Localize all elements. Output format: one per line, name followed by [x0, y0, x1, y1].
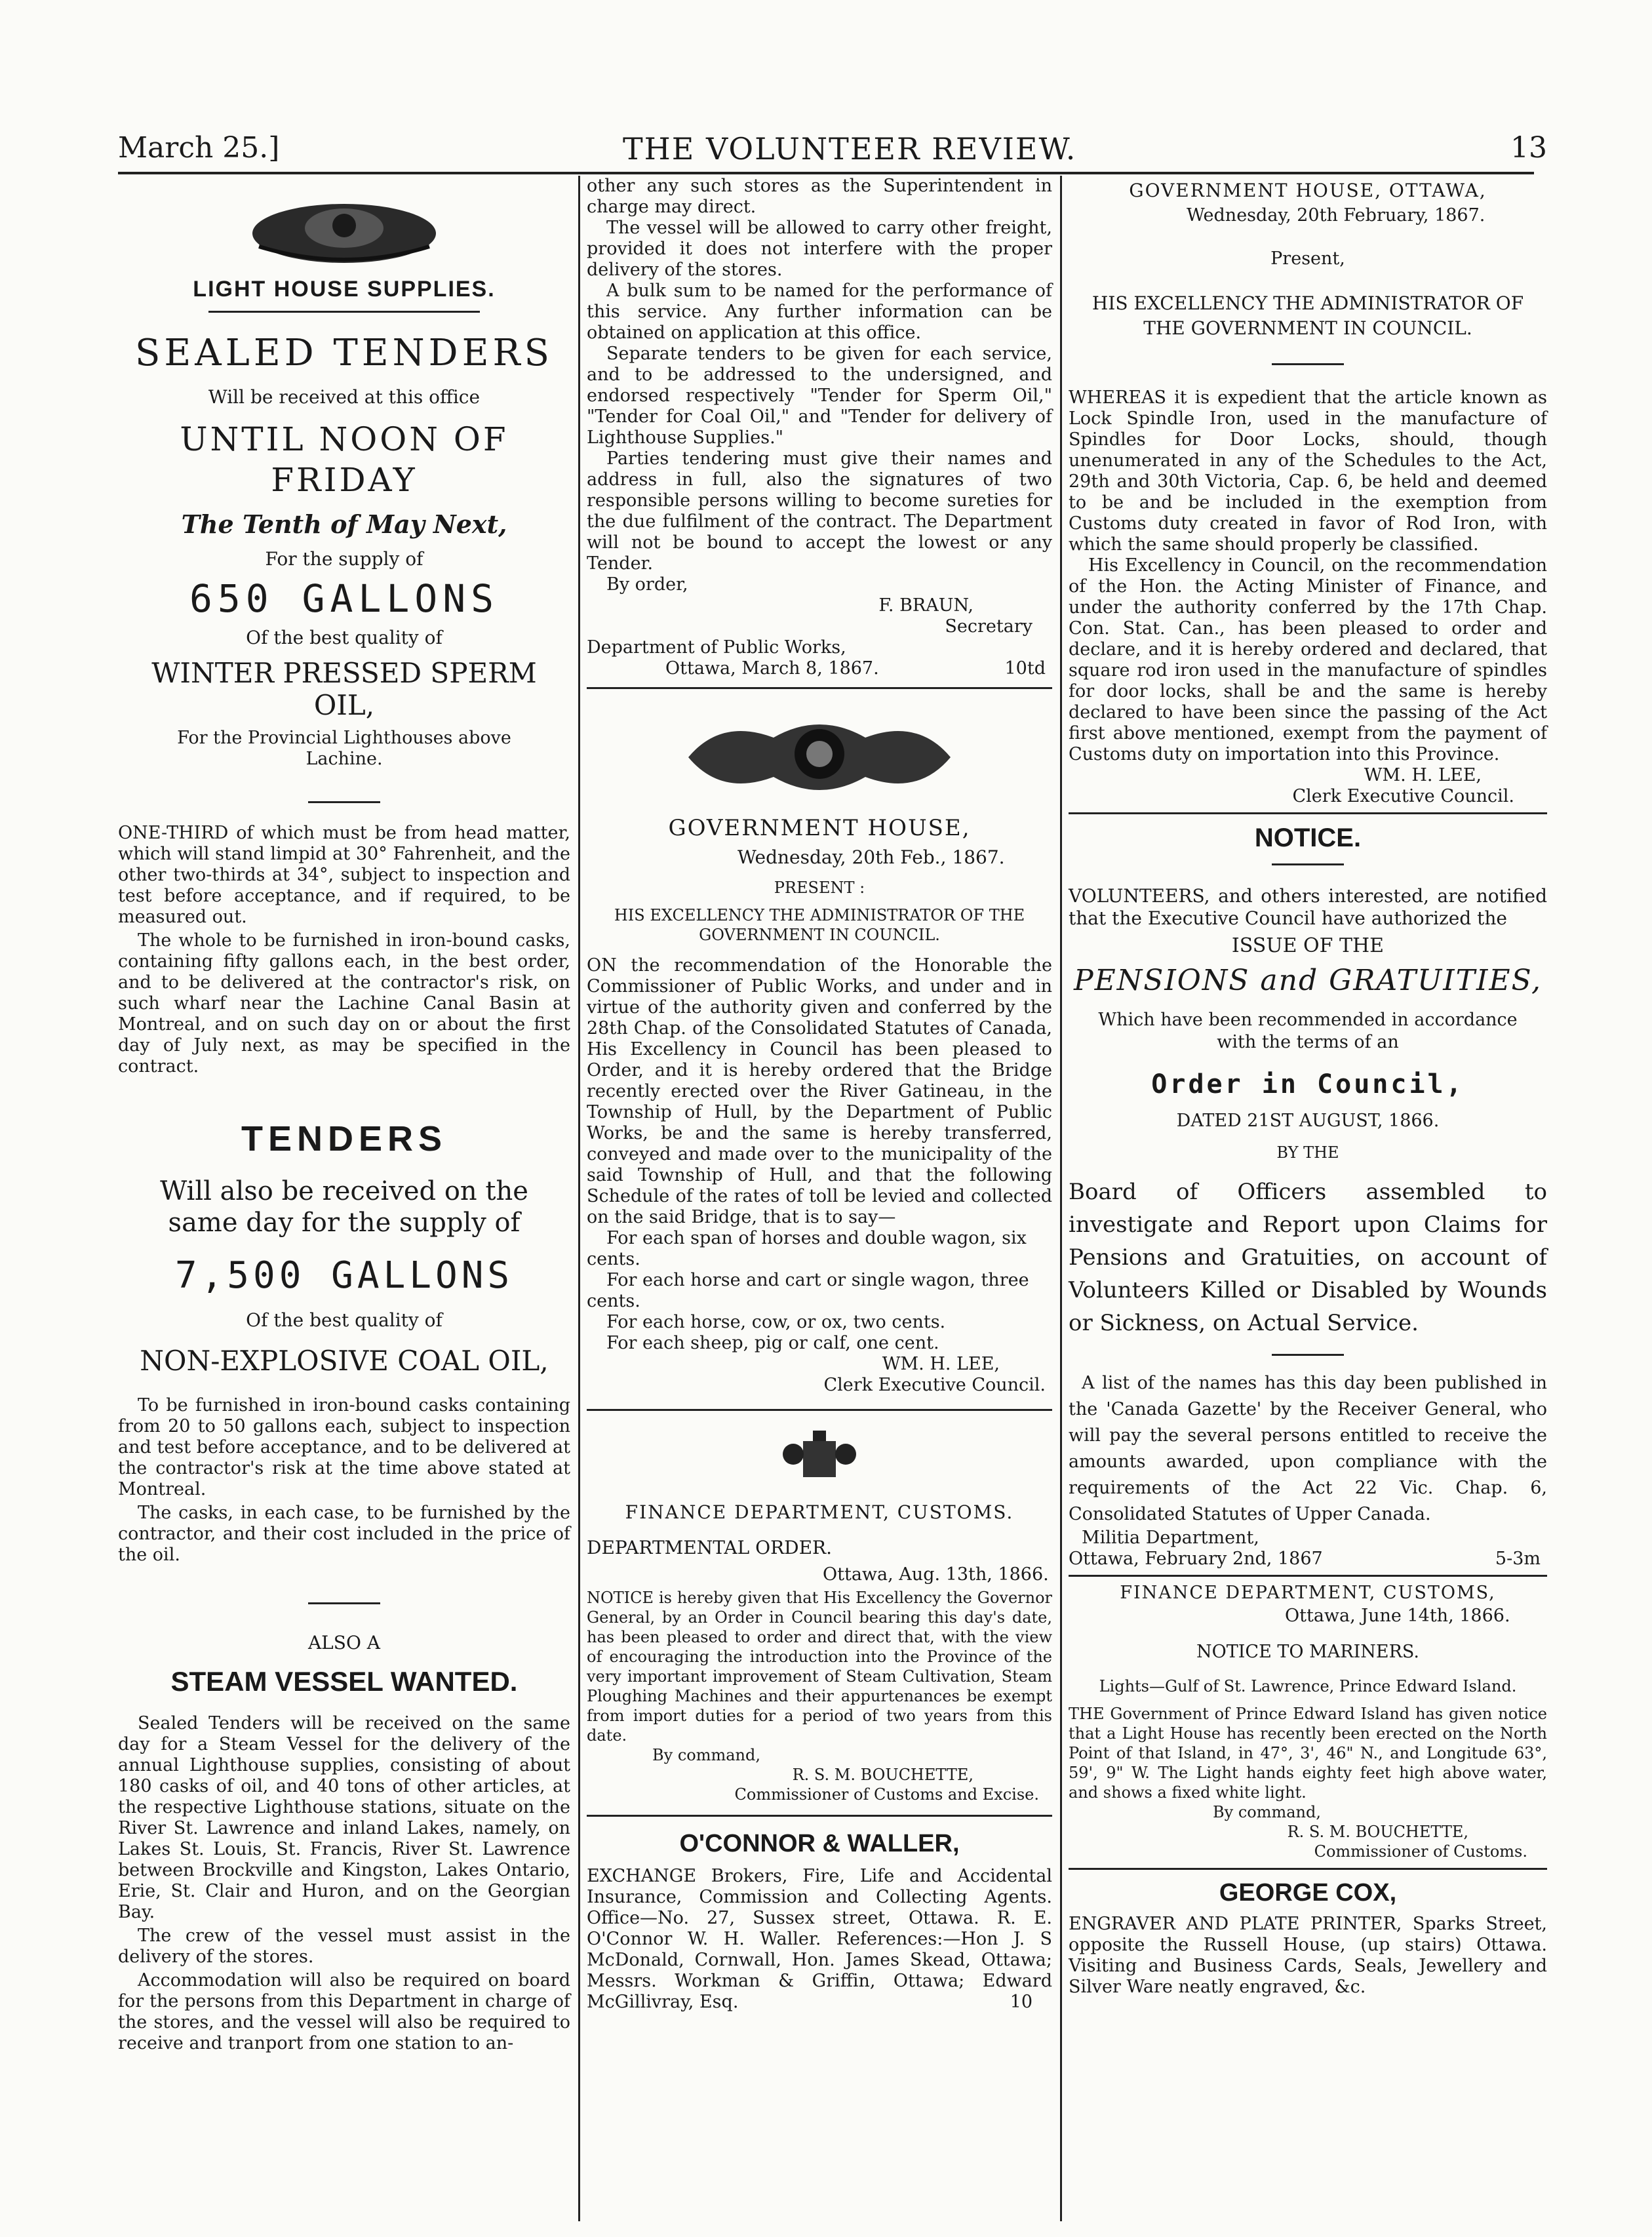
provincial-lighthouses: For the Provincial Lighthouses above Lachine.	[177, 728, 511, 769]
clerk-title: Clerk Executive Council.	[1292, 786, 1514, 806]
continued-paragraph-4: Separate tenders to be given for each service, and to be addressed to the undersigned, and endorsed respectively "Tender for Sperm Oil," "Tender for Coal Oil," and "Tender for delivery of Lighthouse Supplies."	[587, 344, 1052, 448]
dept-order-heading: DEPARTMENTAL ORDER.	[587, 1537, 833, 1558]
lights-gulf-subheading: Lights—Gulf of St. Lawrence, Prince Edward Island.	[1099, 1677, 1517, 1695]
volunteers-paragraph: VOLUNTEERS, and others interested, are notified that the Executive Council have authorized the	[1069, 885, 1547, 929]
by-command: By command,	[1213, 1803, 1321, 1821]
his-excellency-heading: HIS EXCELLENCY THE ADMINISTRATOR OF THE GOVERNMENT IN COUNCIL.	[1092, 292, 1524, 339]
lighthouse-title: LIGHT HOUSE SUPPLIES.	[193, 277, 496, 302]
finance-dept-heading: FINANCE DEPARTMENT, CUSTOMS.	[625, 1501, 1014, 1523]
steam-vessel-heading: STEAM VESSEL WANTED.	[170, 1666, 518, 1697]
column-divider	[1060, 176, 1062, 2221]
gallons-7500-heading: 7,500 GALLONS	[174, 1254, 514, 1297]
coal-paragraph: To be furnished in iron-bound casks containing from 20 to 50 gallons each, subject to inspection and test before acceptance, and to be delivered at the contractor's risk at the time above stated at Montreal.	[118, 1395, 570, 1499]
continued-paragraph-1: other any such stores as the Superintendent in charge may direct.	[587, 176, 1052, 217]
present-label: PRESENT :	[774, 879, 865, 897]
bouchette-signature: R. S. M. BOUCHETTE,	[792, 1766, 974, 1784]
order-in-council-heading: Order in Council,	[1151, 1069, 1465, 1099]
column-2	[587, 176, 1052, 2013]
pensions-heading: PENSIONS and GRATUITIES,	[1073, 964, 1543, 997]
whereas-paragraph: WHEREAS it is expedient that the article known as Lock Spindle Iron, used in the manufacture of Spindles for Door Locks, should, though unenumerated in any of the Schedules to the Act, 29th and 30th Victoria, Cap. 6, be held and deemed to be and be included in the exemption from Customs duty created in favor of Rod Iron, with which the same should properly be classified.	[1069, 387, 1547, 555]
list-paragraph: A list of the names has this day been published in the 'Canada Gazette' by the Receiver General, who will pay the several persons entitled to receive the amounts awarded, upon compliance with the requirements of the Act 22 Vic. Chap. 6, Consolidated Statutes of Upper Canada.	[1069, 1373, 1547, 1524]
continued-paragraph-5: Parties tendering must give their names and address in full, also the signatures of two responsible persons willing to become sureties for the due fulfilment of the contract. The Department will not be bound to accept the lowest or any Tender.	[587, 448, 1052, 574]
page-number: 13	[1510, 131, 1547, 165]
cox-paragraph: ENGRAVER AND PLATE PRINTER, Sparks Street, opposite the Russell House, (up stairs) Ottawa. Visiting and Business Cards, Seals, Jewellery and Silver Ware neatly engraved, &c.	[1069, 1914, 1547, 1997]
best-quality-label: Of the best quality of	[246, 627, 442, 648]
tenders-heading: TENDERS	[241, 1119, 448, 1158]
continued-paragraph-2: The vessel will be allowed to carry other freight, provided it does not interfere with the proper delivery of the stores.	[587, 218, 1052, 280]
divider	[1272, 363, 1344, 365]
tag-5-3m: 5-3m	[1495, 1549, 1541, 1569]
light-house-paragraph: THE Government of Prince Edward Island has given notice that a Light House has recently been erected on the North Point of that Island, in 47°, 3', 46" N., and Longitude 63°, 59', 9" W. The Light hands eighty feet high above water, and shows a fixed white light.	[1069, 1705, 1547, 1802]
issue-of-heading: ISSUE OF THE	[1231, 934, 1385, 957]
accommodation-paragraph: Accommodation will also be required on board for the persons from this Department in charge of the stores, and the vessel will also be required to receive and tranport from one station to an-	[118, 1970, 570, 2053]
column-3	[1069, 176, 1547, 1998]
divider	[587, 1409, 1052, 1411]
divider	[208, 311, 480, 313]
divider	[1272, 1354, 1344, 1356]
notice-mariners-heading: NOTICE TO MARINERS.	[1196, 1642, 1420, 1662]
divider	[308, 801, 380, 803]
which-have-text: Which have been recommended in accordance with the terms of an	[1098, 1010, 1518, 1052]
dated-line: DATED 21ST AUGUST, 1866.	[1176, 1111, 1440, 1131]
by-the-label: BY THE	[1276, 1143, 1339, 1162]
government-house-heading: GOVERNMENT HOUSE,	[668, 815, 971, 841]
by-order: By order,	[606, 574, 688, 595]
wednesday-february: Wednesday, 20th February, 1867.	[1187, 205, 1485, 226]
divider	[587, 687, 1052, 689]
george-cox-heading: GEORGE COX,	[1219, 1879, 1397, 1907]
ottawa-aug-date: Ottawa, Aug. 13th, 1866.	[823, 1564, 1049, 1585]
header-rule	[118, 172, 1534, 174]
secretary-title: Secretary	[945, 616, 1032, 637]
present-label: Present,	[1270, 248, 1345, 269]
lee-signature: WM. H. LEE,	[882, 1354, 1000, 1374]
winter-oil-heading: WINTER PRESSED SPERM OIL,	[151, 657, 537, 721]
divider	[587, 1815, 1052, 1817]
ottawa-feb-date: Ottawa, February 2nd, 1867	[1069, 1549, 1323, 1569]
column-divider	[578, 176, 580, 2221]
commissioner-title: Commissioner of Customs.	[1314, 1842, 1527, 1861]
divider	[1069, 1868, 1547, 1870]
clerk-title: Clerk Executive Council.	[823, 1375, 1046, 1395]
oconnor-paragraph: EXCHANGE Brokers, Fire, Life and Accidental Insurance, Commission and Collecting Agents. Office—No. 27, Sussex street, Ottawa. R. E. O'Connor W. H. Waller. References:—Hon J. S McDonald, Cornwall, Hon. James Skead, Ottawa; Messrs. Workman & Griffin, Ottawa; Edward McGillivray, Esq.	[587, 1866, 1052, 2012]
ottawa-feb-line	[1069, 1549, 1547, 1570]
toll-line-2: For each horse and cart or single wagon, three cents.	[587, 1270, 1029, 1311]
best-quality-label-2: Of the best quality of	[246, 1309, 442, 1331]
until-noon-heading: UNTIL NOON OF FRIDAY	[180, 420, 509, 499]
crest-ornament	[780, 1428, 859, 1487]
toll-line-1: For each span of horses and double wagon, six cents.	[587, 1228, 1027, 1269]
sealed-paragraph: Sealed Tenders will be received on the same day for a Steam Vessel for the delivery of the annual Lighthouse supplies, consisting of about 180 casks of oil, and 40 tons of other articles, at the respective Lighthouse stations, situate on the River St. Lawrence and inland Lakes, namely, on Lakes St. Louis, St. Francis, River St. Lawrence between Brockville and Kingston, Lakes Ontario, Erie, St. Clair and Huron, and on the Georgian Bay.	[118, 1713, 570, 1922]
for-supply-label: For the supply of	[265, 548, 423, 570]
one-third-paragraph: ONE-THIRD of which must be from head matter, which will stand limpid at 30° Fahrenheit, and the other two-thirds at 34°, subject to inspection and test before acceptance, and if required, to be measured out.	[118, 823, 570, 927]
lee-signature: WM. H. LEE,	[1364, 765, 1482, 785]
oconnor-tag: 10	[1010, 1992, 1032, 2012]
bouchette-signature: R. S. M. BOUCHETTE,	[1287, 1823, 1468, 1841]
braun-signature: F. BRAUN,	[878, 595, 974, 616]
government-house-ottawa: GOVERNMENT HOUSE, OTTAWA,	[1129, 180, 1487, 201]
also-received: Will also be received on the same day for the supply of	[160, 1176, 528, 1238]
tenth-may-heading: The Tenth of May Next,	[181, 509, 507, 539]
divider	[1069, 812, 1547, 814]
divider	[1069, 1575, 1547, 1577]
gallons-650-heading: 650 GALLONS	[189, 576, 500, 621]
tag-10td: 10td	[1004, 658, 1046, 679]
column-1	[118, 176, 570, 2054]
casks-paragraph: The casks, in each case, to be furnished by the contractor, and their cost included in the price of the oil.	[118, 1503, 570, 1565]
whole-paragraph: The whole to be furnished in iron-bound casks, containing fifty gallons each, in the best order, and to be delivered at the contractor's risk, on such wharf near the Lachine Canal Basin at Montreal, and on such day on or about the first day of July next, as may be specified in the contract.	[118, 930, 570, 1077]
notice-paragraph: NOTICE is hereby given that His Excellency the Governor General, by an Order in Council bearing this day's date, has been pleased to order and direct that, with the view of encouraging the introduction into the Province of the very important improvement of Steam Cultivation, Steam Ploughing Machines and their appurtenances be exempt from import duties for a period of two years from this date.	[587, 1589, 1052, 1745]
notice-heading: NOTICE.	[1254, 823, 1362, 852]
by-command: By command,	[652, 1746, 760, 1764]
coal-oil-heading: NON-EXPLOSIVE COAL OIL,	[140, 1345, 549, 1377]
crew-paragraph: The crew of the vessel must assist in the delivery of the stores.	[118, 1926, 570, 1967]
sealed-tenders-heading: SEALED TENDERS	[135, 332, 553, 374]
continued-paragraph-3: A bulk sum to be named for the performance of this service. Any further information can be obtained on application at this office.	[587, 281, 1052, 343]
oconnor-waller-heading: O'CONNOR & WALLER,	[679, 1830, 960, 1857]
page-header	[118, 131, 1547, 177]
his-excellency-council-paragraph: His Excellency in Council, on the recommendation of the Hon. the Acting Minister of Finance, and under the authority conferred by the 17th Chap. Con. Stat. Can., has been pleased to order and declare, and it is hereby ordered and declared, that square rod iron used in the manufacture of spindles for door locks, shall be and the same is hereby declared to have been since the passing of the Act first above mentioned, exempt from the payment of Customs duty on importation into this Province.	[1069, 555, 1547, 764]
dept-public-works: Department of Public Works,	[587, 637, 846, 658]
militia-dept: Militia Department,	[1082, 1528, 1259, 1548]
board-paragraph: Board of Officers assembled to investigate and Report upon Claims for Pensions and Gratuities, on account of Volunteers Killed or Disabled by Wounds or Sickness, on Actual Service.	[1069, 1179, 1547, 1336]
divider	[1272, 863, 1344, 865]
his-excellency-heading: HIS EXCELLENCY THE ADMINISTRATOR OF THE GOVERNMENT IN COUNCIL.	[614, 906, 1025, 944]
ottawa-june-date: Ottawa, June 14th, 1866.	[1285, 1606, 1510, 1626]
commissioner-title: Commissioner of Customs and Excise.	[734, 1785, 1039, 1804]
finance-dept-customs: FINANCE DEPARTMENT, CUSTOMS,	[1120, 1583, 1496, 1603]
header-date: March 25.]	[118, 131, 280, 165]
masthead-title: THE VOLUNTEER REVIEW.	[623, 131, 1077, 167]
divider	[308, 1602, 380, 1604]
ottawa-march-date: Ottawa, March 8, 1867.	[665, 658, 879, 679]
wednesday-date: Wednesday, 20th Feb., 1867.	[738, 846, 1005, 868]
coat-of-arms-ornament	[246, 188, 442, 273]
toll-line-4: For each sheep, pig or calf, one cent.	[606, 1333, 939, 1353]
toll-line-3: For each horse, cow, or ox, two cents.	[606, 1312, 946, 1332]
royal-arms-ornament	[682, 705, 957, 803]
recommendation-paragraph: ON the recommendation of the Honorable the Commissioner of Public Works, and under and in virtue of the authority given and conferred by the 28th Chap. of the Consolidated Statutes of Canada, His Excellency in Council has been pleased to Order, and it is hereby ordered that the Bridge recently erected over the River Gatineau, in the Township of Hull, by the Department of Public Works, be and the same is hereby transferred, conveyed and made over to the municipality of the said Township of Hull, and that the following Schedule of the rates of toll be levied and collected on the said Bridge, that is to say—	[587, 955, 1052, 1227]
ottawa-march-line	[587, 658, 1052, 679]
received-at-office: Will be received at this office	[208, 386, 481, 408]
also-a-label: ALSO A	[307, 1632, 381, 1653]
